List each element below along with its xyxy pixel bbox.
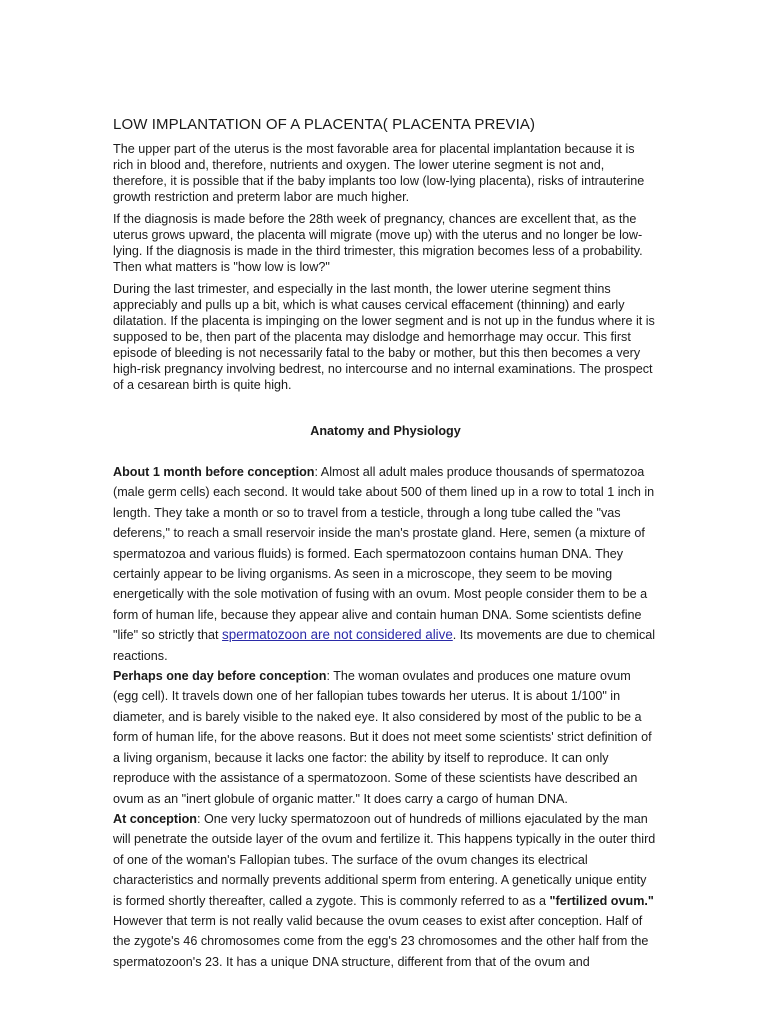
- section-heading-anatomy: Anatomy and Physiology: [310, 424, 461, 438]
- paragraph-month-before: [113, 462, 658, 666]
- paragraph-month-text: : Almost all adult males produce thousands of spermatozoa (male germ cells) each second. It would take about 500 of them lined up in a row to total 1 inch in length. They take a month or so to travel from a testicle, through a long tube called the "vas deferens," to reach a small reservoir inside the man's prostate gland. Here, semen (a mixture of spermatozoa and various fluids) is formed. Each spermatozoon contains human DNA. They certainly appear to be living organisms. As seen in a microscope, they seem to be moving energetically with the sole motivation of fusing with an ovum. Most people consider them to be a form of human life, because they appear alive and contain human DNA. Some scientists define "life" so strictly that: [113, 465, 655, 643]
- fertilized-ovum-term: "fertilized ovum.": [549, 893, 654, 908]
- intro-paragraph-3: During the last trimester, and especially in the last month, the lower uterine segment thins appreciably and pulls up a bit, which is what causes cervical effacement (thinning) and early dilatation. If the placenta is impinging on the lower segment and is not up in the fundus where it is supposed to be, then part of the placenta may dislodge and hemorrhage may occur. This first episode of bleeding is not necessarily fatal to the baby or mother, but this then becomes a very high-risk pregnancy involving bedrest, no intercourse and no internal examinations. The prospect of a cesarean birth is quite high.: [113, 282, 655, 392]
- paragraph-month-heading: About 1 month before conception: [113, 465, 315, 479]
- paragraph-conception-text-end: However that term is not really valid because the ovum ceases to exist after conception. Half of the zygote's 46 chromosomes come from the egg's 23 chromosomes and the other half from the spermatozoon's 23. It has a unique DNA structure, different from that of the ovum and: [113, 913, 649, 969]
- intro-section: [113, 141, 658, 399]
- intro-paragraph-1: The upper part of the uterus is the most favorable area for placental implantation because it is rich in blood and, therefore, nutrients and oxygen. The lower uterine segment is not and, therefore, it is possible that if the baby implants too low (low-lying placenta), risks of intrauterine growth restriction and preterm labor are much higher.: [113, 142, 645, 204]
- intro-paragraph-2: If the diagnosis is made before the 28th week of pregnancy, chances are excellent that, as the uterus grows upward, the placenta will migrate (move up) with the uterus and no longer be low-lying. If the diagnosis is made in the third trimester, this migration becomes less of a probability. Then what matters is "how low is low?": [113, 212, 643, 274]
- alive-definition-link[interactable]: spermatozoon are not considered alive: [222, 627, 453, 643]
- paragraph-day-before: [113, 666, 658, 809]
- page-title: LOW IMPLANTATION OF A PLACENTA( PLACENTA PREVIA): [113, 116, 536, 133]
- anatomy-body: [113, 462, 658, 972]
- paragraph-day-text: : The woman ovulates and produces one mature ovum (egg cell). It travels down one of her fallopian tubes towards her uterus. It is about 1/100" in diameter, and is barely visible to the naked eye. It also considered by most of the public to be a form of human life, for the above reasons. But it does not meet some scientists' strict definition of a living organism, because it lacks one factor: the ability by itself to reproduce. It can only reproduce with the assistance of a spermatozoon. Some of these scientists have described an ovum as an "inert globule of organic matter." It does carry a cargo of human DNA.: [113, 669, 652, 806]
- paragraph-day-heading: Perhaps one day before conception: [113, 669, 327, 684]
- paragraph-conception-text: : One very lucky spermatozoon out of hundreds of millions ejaculated by the man will penetrate the outside layer of the ovum and fertilize it. This happens typically in the outer third of one of the woman's Fallopian tubes. The surface of the ovum changes its electrical characteristics and normally prevents additional sperm from entering. A genetically unique entity is formed shortly thereafter, called a zygote. This is commonly referred to as a: [113, 811, 656, 908]
- paragraph-conception-heading: At conception: [113, 811, 197, 826]
- paragraph-month-text-end: . Its movements are due to chemical reactions.: [113, 628, 656, 663]
- paragraph-conception: [113, 809, 658, 972]
